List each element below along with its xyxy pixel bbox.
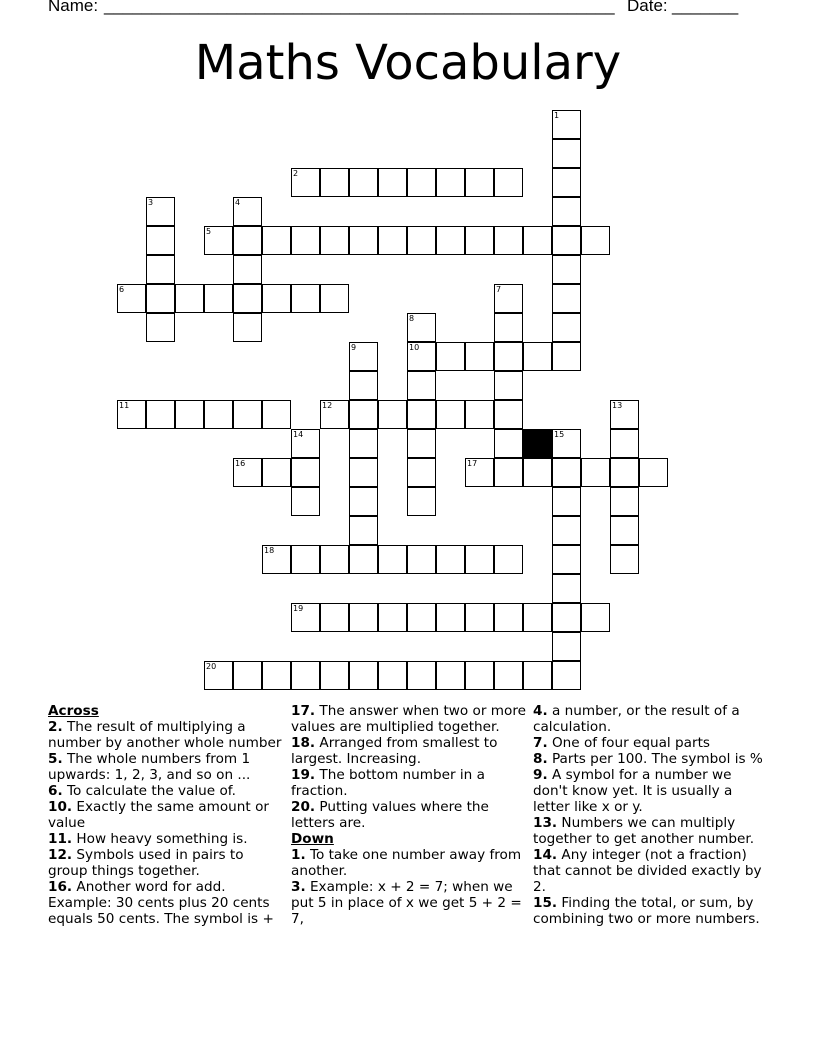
across-clue — [291, 735, 526, 767]
grid-cell[interactable] — [552, 226, 581, 255]
grid-cell[interactable] — [523, 603, 552, 632]
grid-cell[interactable] — [349, 487, 378, 516]
cell-number: 3 — [148, 198, 154, 207]
grid-cell[interactable] — [523, 226, 552, 255]
grid-cell[interactable] — [436, 661, 465, 690]
grid-cell[interactable] — [552, 516, 581, 545]
cell-number: 9 — [351, 343, 357, 352]
grid-cell[interactable] — [378, 661, 407, 690]
cell-number: 15 — [554, 430, 565, 439]
grid-cell[interactable] — [262, 284, 291, 313]
grid-cell[interactable] — [465, 458, 494, 487]
grid-cell[interactable] — [320, 284, 349, 313]
grid-cell[interactable] — [465, 400, 494, 429]
grid-cell[interactable] — [407, 371, 436, 400]
clue-number: 9. — [533, 767, 548, 783]
grid-cell[interactable] — [349, 429, 378, 458]
grid-cell[interactable] — [494, 545, 523, 574]
grid-cell[interactable] — [233, 284, 262, 313]
grid-cell[interactable] — [407, 429, 436, 458]
grid-cell[interactable] — [349, 545, 378, 574]
grid-cell[interactable] — [320, 603, 349, 632]
grid-cell[interactable] — [117, 284, 146, 313]
grid-cell[interactable] — [146, 400, 175, 429]
grid-cell[interactable] — [639, 458, 668, 487]
grid-cell[interactable] — [581, 603, 610, 632]
grid-cell[interactable] — [407, 342, 436, 371]
clue-number: 8. — [533, 751, 548, 767]
grid-cell[interactable] — [233, 661, 262, 690]
grid-cell[interactable] — [494, 661, 523, 690]
grid-cell[interactable] — [465, 545, 494, 574]
grid-cell[interactable] — [349, 603, 378, 632]
grid-cell[interactable] — [436, 342, 465, 371]
clue-text: The answer when two or more values are multiplied together. — [291, 703, 526, 735]
clue-number: 20. — [291, 799, 316, 815]
grid-cell[interactable] — [552, 545, 581, 574]
grid-cell[interactable] — [378, 168, 407, 197]
clue-number: 5. — [48, 751, 63, 767]
grid-cell[interactable] — [552, 661, 581, 690]
across-clue — [48, 799, 283, 831]
cell-number: 19 — [293, 604, 304, 613]
grid-cell[interactable] — [407, 545, 436, 574]
grid-cell[interactable] — [117, 400, 146, 429]
grid-cell[interactable] — [233, 458, 262, 487]
down-clue — [533, 703, 768, 735]
grid-cell[interactable] — [407, 487, 436, 516]
cell-number: 8 — [409, 314, 415, 323]
grid-cell[interactable] — [349, 342, 378, 371]
name-label: Name: — [48, 0, 99, 15]
cell-number: 20 — [206, 662, 217, 671]
cell-number: 14 — [293, 430, 304, 439]
grid-cell[interactable] — [552, 197, 581, 226]
cell-number: 11 — [119, 401, 130, 410]
grid-cell[interactable] — [233, 400, 262, 429]
grid-cell[interactable] — [262, 545, 291, 574]
grid-cell[interactable] — [175, 400, 204, 429]
down-clue — [533, 895, 768, 927]
grid-cell[interactable] — [552, 429, 581, 458]
grid-cell[interactable] — [407, 458, 436, 487]
grid-cell[interactable] — [407, 168, 436, 197]
down-clue — [291, 879, 526, 927]
grid-cell[interactable] — [552, 139, 581, 168]
across-clue — [48, 879, 283, 927]
grid-cell[interactable] — [262, 458, 291, 487]
grid-cell[interactable] — [233, 197, 262, 226]
clue-text: Another word for add. Example: 30 cents plus 20 cents equals 50 cents. The symbol is + — [48, 879, 274, 927]
clue-number: 12. — [48, 847, 73, 863]
across-clue — [291, 799, 526, 831]
grid-cell[interactable] — [494, 429, 523, 458]
grid-cell[interactable] — [262, 661, 291, 690]
clue-text: Any integer (not a fraction) that cannot be divided exactly by 2. — [533, 847, 762, 895]
clue-number: 19. — [291, 767, 316, 783]
grid-cell[interactable] — [494, 342, 523, 371]
grid-cell[interactable] — [465, 226, 494, 255]
across-clue — [48, 831, 283, 847]
clue-text: To take one number away from another. — [291, 847, 522, 879]
cell-number: 5 — [206, 227, 212, 236]
grid-cell[interactable] — [233, 226, 262, 255]
grid-cell[interactable] — [378, 226, 407, 255]
cell-number: 6 — [119, 285, 125, 294]
grid-cell[interactable] — [407, 400, 436, 429]
grid-cell[interactable] — [378, 545, 407, 574]
grid-cell[interactable] — [610, 516, 639, 545]
cell-number: 1 — [554, 111, 560, 120]
grid-cell[interactable] — [436, 168, 465, 197]
across-clue — [48, 783, 283, 799]
clue-heading: Across — [48, 703, 99, 719]
down-clue — [533, 815, 768, 847]
grid-cell[interactable] — [552, 487, 581, 516]
grid-cell[interactable] — [552, 632, 581, 661]
grid-cell[interactable] — [291, 168, 320, 197]
grid-cell[interactable] — [436, 400, 465, 429]
date-line: _______ — [672, 0, 739, 15]
grid-cell[interactable] — [494, 603, 523, 632]
grid-cell[interactable] — [320, 545, 349, 574]
page-title: Maths Vocabulary — [194, 35, 622, 91]
grid-cell[interactable] — [349, 400, 378, 429]
grid-cell[interactable] — [523, 458, 552, 487]
clue-text: Example: x + 2 = 7; when we put 5 in place of x we get 5 + 2 = 7, — [291, 879, 522, 927]
grid-cell[interactable] — [349, 661, 378, 690]
grid-cell[interactable] — [610, 487, 639, 516]
grid-cell[interactable] — [465, 168, 494, 197]
clue-number: 10. — [48, 799, 73, 815]
down-clue — [291, 847, 526, 879]
clue-text: Exactly the same amount or value — [48, 799, 269, 831]
clue-number: 16. — [48, 879, 73, 895]
date-label: Date: — [627, 0, 668, 15]
grid-cell[interactable] — [320, 400, 349, 429]
across-clue — [291, 767, 526, 799]
grid-cell[interactable] — [552, 313, 581, 342]
grid-cell[interactable] — [262, 226, 291, 255]
clue-heading: Down — [291, 831, 334, 847]
grid-cell[interactable] — [465, 661, 494, 690]
grid-cell[interactable] — [146, 284, 175, 313]
clue-text: Numbers we can multiply together to get another number. — [533, 815, 755, 847]
grid-cell[interactable] — [552, 168, 581, 197]
grid-cell[interactable] — [610, 545, 639, 574]
grid-cell[interactable] — [552, 603, 581, 632]
clue-text: A symbol for a number we don't know yet. It is usually a letter like x or y. — [533, 767, 733, 815]
grid-cell[interactable] — [523, 342, 552, 371]
grid-cell[interactable] — [349, 168, 378, 197]
grid-cell[interactable] — [494, 313, 523, 342]
grid-cell[interactable] — [494, 458, 523, 487]
clue-text: Arranged from smallest to largest. Increasing. — [291, 735, 498, 767]
grid-cell[interactable] — [378, 603, 407, 632]
grid-cell[interactable] — [291, 545, 320, 574]
grid-cell[interactable] — [349, 516, 378, 545]
clue-text: a number, or the result of a calculation. — [533, 703, 740, 735]
grid-cell[interactable] — [349, 458, 378, 487]
clue-number: 4. — [533, 703, 548, 719]
clues-column-1 — [48, 703, 283, 927]
grid-cell[interactable] — [494, 400, 523, 429]
down-clue — [533, 767, 768, 815]
cell-number: 16 — [235, 459, 246, 468]
grid-cell[interactable] — [204, 226, 233, 255]
clue-number: 18. — [291, 735, 316, 751]
grid-cell[interactable] — [407, 313, 436, 342]
grid-cell[interactable] — [436, 603, 465, 632]
down-clue — [533, 847, 768, 895]
cell-number: 10 — [409, 343, 420, 352]
grid-cell[interactable] — [465, 603, 494, 632]
grid-cell[interactable] — [581, 226, 610, 255]
clue-number: 7. — [533, 735, 548, 751]
grid-cell[interactable] — [610, 429, 639, 458]
down-clue — [533, 735, 768, 751]
grid-cell[interactable] — [320, 661, 349, 690]
name-line: ______________________________________________________ — [104, 0, 615, 15]
grid-cell[interactable] — [465, 342, 494, 371]
clue-number: 6. — [48, 783, 63, 799]
down-clue — [533, 751, 768, 767]
clue-text: How heavy something is. — [72, 831, 248, 847]
cell-number: 7 — [496, 285, 502, 294]
grid-cell[interactable] — [407, 661, 436, 690]
grid-cell[interactable] — [552, 342, 581, 371]
grid-cell[interactable] — [291, 603, 320, 632]
grid-cell[interactable] — [349, 371, 378, 400]
grid-cell[interactable] — [291, 487, 320, 516]
clue-text: The whole numbers from 1 upwards: 1, 2, 3, and so on ... — [48, 751, 251, 783]
grid-cell[interactable] — [494, 284, 523, 313]
grid-cell[interactable] — [610, 400, 639, 429]
grid-cell[interactable] — [320, 168, 349, 197]
clue-text: To calculate the value of. — [62, 783, 236, 799]
cell-number: 12 — [322, 401, 333, 410]
clue-text: The bottom number in a fraction. — [291, 767, 485, 799]
grid-cell[interactable] — [291, 458, 320, 487]
clue-number: 2. — [48, 719, 63, 735]
grid-cell[interactable] — [407, 226, 436, 255]
grid-cell[interactable] — [610, 458, 639, 487]
cell-number: 2 — [293, 169, 299, 178]
clue-text: Symbols used in pairs to group things together. — [48, 847, 244, 879]
grid-cell[interactable] — [233, 313, 262, 342]
cell-number: 4 — [235, 198, 241, 207]
grid-cell[interactable] — [233, 255, 262, 284]
grid-cell[interactable] — [436, 545, 465, 574]
grid-cell[interactable] — [552, 255, 581, 284]
grid-cell[interactable] — [204, 284, 233, 313]
grid-cell[interactable] — [378, 400, 407, 429]
grid-cell[interactable] — [523, 661, 552, 690]
grid-cell[interactable] — [291, 226, 320, 255]
grid-cell[interactable] — [204, 400, 233, 429]
grid-cell[interactable] — [204, 661, 233, 690]
grid-cell[interactable] — [552, 458, 581, 487]
grid-cell[interactable] — [552, 284, 581, 313]
grid-cell[interactable] — [146, 226, 175, 255]
clues-column-2 — [291, 703, 526, 927]
across-clue — [291, 703, 526, 735]
grid-cell[interactable] — [291, 661, 320, 690]
grid-cell[interactable] — [552, 574, 581, 603]
grid-cell[interactable] — [146, 197, 175, 226]
grid-cell[interactable] — [146, 255, 175, 284]
black-cell — [523, 429, 552, 458]
clues-column-3 — [533, 703, 768, 927]
clue-number: 17. — [291, 703, 316, 719]
cell-number: 17 — [467, 459, 478, 468]
across-clue — [48, 719, 283, 751]
clue-text: Finding the total, or sum, by combining two or more numbers. — [533, 895, 760, 927]
clue-number: 14. — [533, 847, 558, 863]
grid-cell[interactable] — [291, 284, 320, 313]
grid-cell[interactable] — [146, 313, 175, 342]
clue-number: 3. — [291, 879, 306, 895]
grid-cell[interactable] — [436, 226, 465, 255]
grid-cell[interactable] — [494, 226, 523, 255]
clue-number: 11. — [48, 831, 73, 847]
cell-number: 13 — [612, 401, 623, 410]
clue-text: Putting values where the letters are. — [291, 799, 489, 831]
grid-cell[interactable] — [407, 603, 436, 632]
grid-cell[interactable] — [581, 458, 610, 487]
grid-cell[interactable] — [175, 284, 204, 313]
grid-cell[interactable] — [494, 371, 523, 400]
grid-cell[interactable] — [262, 400, 291, 429]
cell-number: 18 — [264, 546, 275, 555]
grid-cell[interactable] — [494, 168, 523, 197]
clue-text: Parts per 100. The symbol is % — [547, 751, 763, 767]
clue-number: 13. — [533, 815, 558, 831]
across-clue — [48, 847, 283, 879]
clue-number: 15. — [533, 895, 558, 911]
clue-text: The result of multiplying a number by another whole number — [48, 719, 282, 751]
grid-cell[interactable] — [320, 226, 349, 255]
across-clue — [48, 751, 283, 783]
clue-text: One of four equal parts — [547, 735, 710, 751]
grid-cell[interactable] — [349, 226, 378, 255]
clue-number: 1. — [291, 847, 306, 863]
grid-cell[interactable] — [552, 110, 581, 139]
grid-cell[interactable] — [291, 429, 320, 458]
